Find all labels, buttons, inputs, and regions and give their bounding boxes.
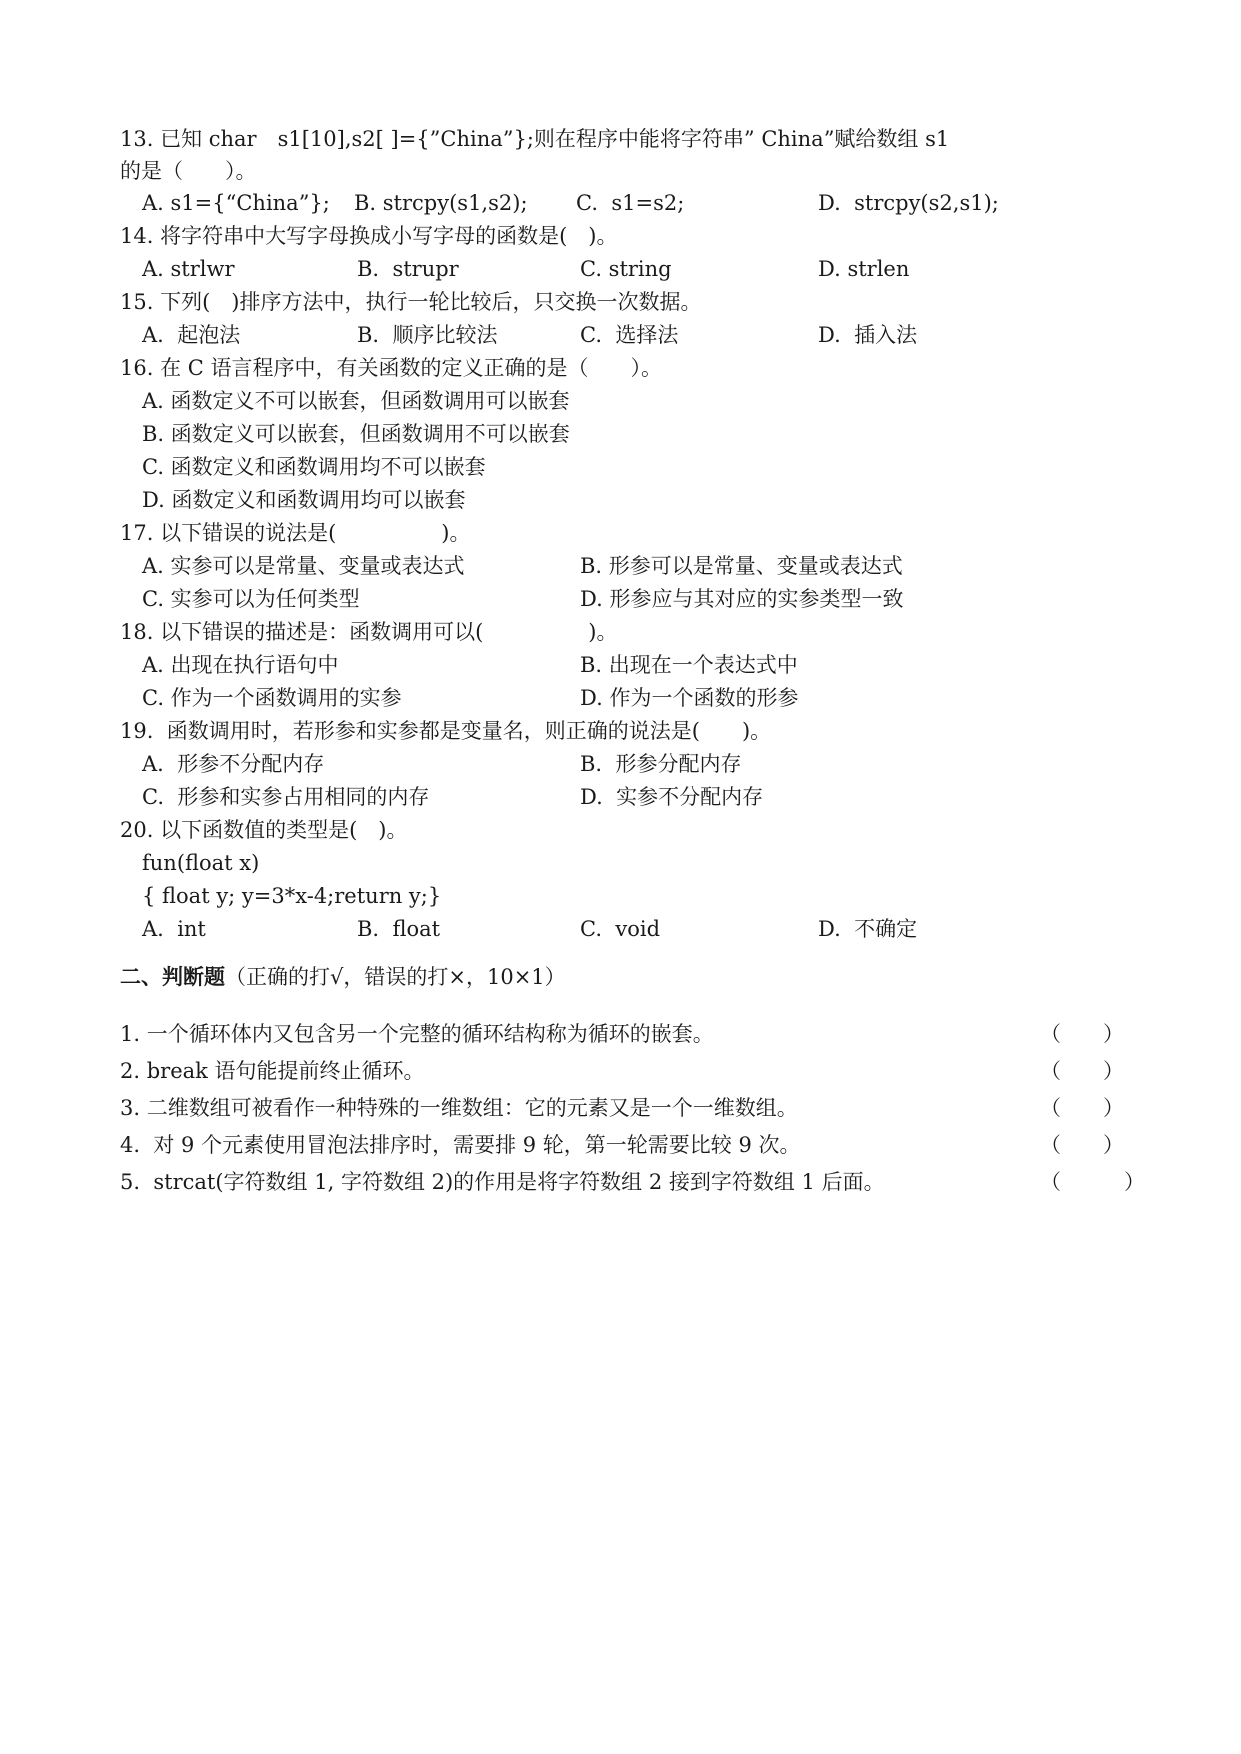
section-2-heading [120, 961, 566, 993]
question-18-option-c: C. 作为一个函数调用的实参 [142, 686, 402, 710]
question-14-stem: 14. 将字符串中大写字母换成小写字母的函数是( )。 [120, 224, 618, 248]
question-13-stem-line-2: 的是（ ）。 [120, 159, 257, 183]
answer-blank-1[interactable]: （ ） [1040, 1022, 1124, 1046]
answer-blank-4[interactable]: （ ） [1040, 1133, 1124, 1157]
question-15-option-d: D. 插入法 [818, 323, 918, 347]
true-false-item-5: 5. strcat(字符数组 1, 字符数组 2)的作用是将字符数组 2 接到字符数组 1 后面。 [120, 1170, 885, 1194]
question-13-option-d: D. strcpy(s2,s1); [818, 191, 999, 215]
question-20-option-c: C. void [580, 917, 661, 941]
question-18-stem: 18. 以下错误的描述是：函数调用可以( )。 [120, 620, 618, 644]
answer-blank-3[interactable]: （ ） [1040, 1096, 1124, 1120]
question-16-stem: 16. 在 C 语言程序中，有关函数的定义正确的是（ ）。 [120, 356, 662, 380]
question-13-option-c: C. s1=s2; [576, 191, 685, 215]
question-20-code-line-2: { float y; y=3*x-4;return y;} [142, 884, 442, 908]
question-19-option-b: B. 形参分配内存 [580, 752, 742, 776]
answer-blank-2[interactable]: （ ） [1040, 1059, 1124, 1083]
question-19-option-d: D. 实参不分配内存 [580, 785, 764, 809]
question-20-option-a: A. int [142, 917, 206, 941]
true-false-item-3: 3. 二维数组可被看作一种特殊的一维数组：它的元素又是一个一维数组。 [120, 1096, 798, 1120]
section-2-title: 二、判断题 [120, 965, 225, 989]
question-20-option-b: B. float [357, 917, 441, 941]
true-false-item-1: 1. 一个循环体内又包含另一个完整的循环结构称为循环的嵌套。 [120, 1022, 714, 1046]
question-15-option-b: B. 顺序比较法 [357, 323, 498, 347]
question-13-option-a: A. s1={“China”}; [142, 191, 330, 215]
answer-blank-5[interactable]: （ ） [1040, 1170, 1145, 1194]
question-16-option-a: A. 函数定义不可以嵌套，但函数调用可以嵌套 [142, 389, 570, 413]
question-17-option-d: D. 形参应与其对应的实参类型一致 [580, 587, 904, 611]
question-20-code-line-1: fun(float x) [142, 851, 260, 875]
question-14-option-d: D. strlen [818, 257, 910, 281]
question-20-option-d: D. 不确定 [818, 917, 918, 941]
question-20-stem: 20. 以下函数值的类型是( )。 [120, 818, 408, 842]
question-17-option-a: A. 实参可以是常量、变量或表达式 [142, 554, 465, 578]
question-17-option-b: B. 形参可以是常量、变量或表达式 [580, 554, 903, 578]
question-18-option-d: D. 作为一个函数的形参 [580, 686, 799, 710]
question-15-option-a: A. 起泡法 [142, 323, 241, 347]
question-14-option-a: A. strlwr [142, 257, 235, 281]
question-16-option-c: C. 函数定义和函数调用均不可以嵌套 [142, 455, 486, 479]
question-15-stem: 15. 下列( )排序方法中，执行一轮比较后，只交换一次数据。 [120, 290, 702, 314]
question-16-option-d: D. 函数定义和函数调用均可以嵌套 [142, 488, 466, 512]
question-19-option-c: C. 形参和实参占用相同的内存 [142, 785, 430, 809]
question-14-option-b: B. strupr [357, 257, 459, 281]
question-18-option-b: B. 出现在一个表达式中 [580, 653, 798, 677]
question-19-option-a: A. 形参不分配内存 [142, 752, 325, 776]
question-14-option-c: C. string [580, 257, 672, 281]
question-18-option-a: A. 出现在执行语句中 [142, 653, 339, 677]
true-false-item-2: 2. break 语句能提前终止循环。 [120, 1059, 425, 1083]
true-false-item-4: 4. 对 9 个元素使用冒泡法排序时，需要排 9 轮，第一轮需要比较 9 次。 [120, 1133, 801, 1157]
question-19-stem: 19. 函数调用时，若形参和实参都是变量名，则正确的说法是( )。 [120, 719, 772, 743]
question-13-option-b: B. strcpy(s1,s2); [354, 191, 528, 215]
question-15-option-c: C. 选择法 [580, 323, 679, 347]
question-17-stem: 17. 以下错误的说法是( )。 [120, 521, 471, 545]
question-16-option-b: B. 函数定义可以嵌套，但函数调用不可以嵌套 [142, 422, 570, 446]
section-2-note: （正确的打√，错误的打×，10×1） [225, 965, 566, 989]
question-17-option-c: C. 实参可以为任何类型 [142, 587, 360, 611]
question-13-stem-line-1: 13. 已知 char s1[10],s2[ ]={”China”};则在程序中能将字符串” China”赋给数组 s1 [120, 127, 950, 151]
